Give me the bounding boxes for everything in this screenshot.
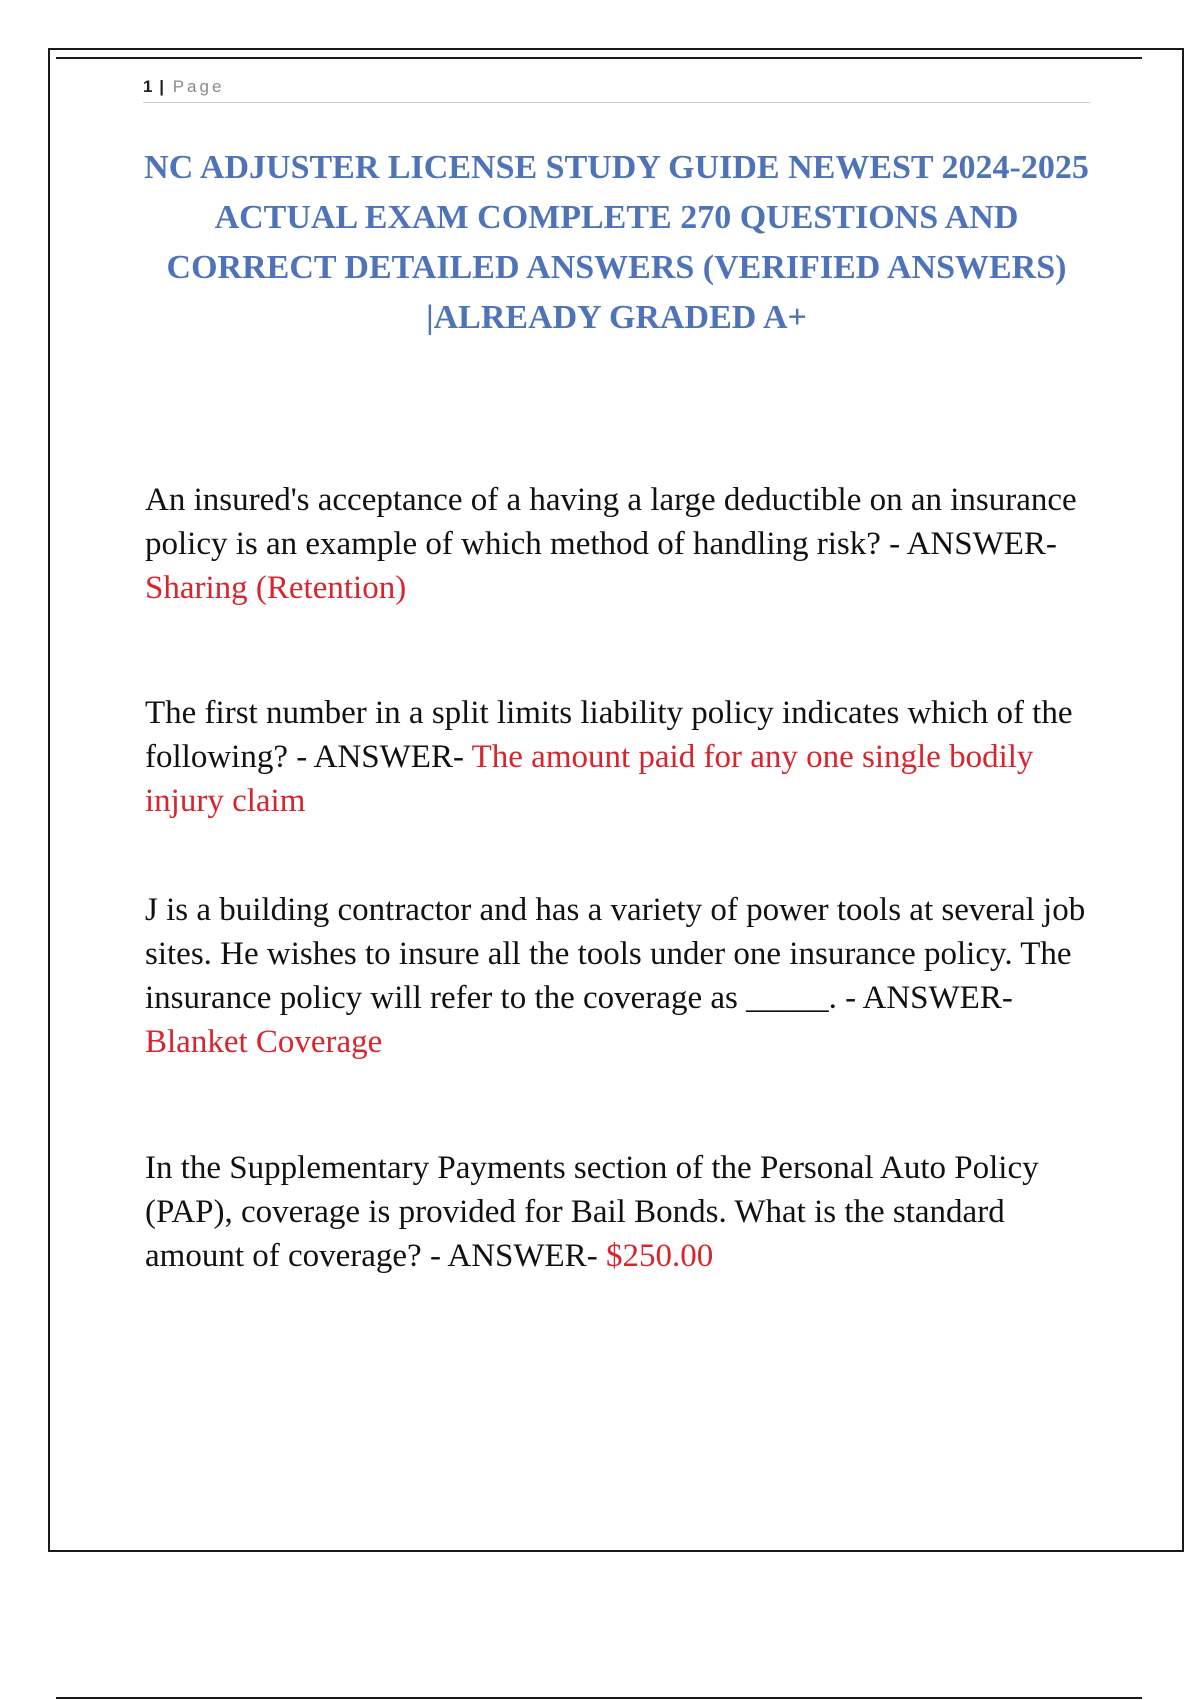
question-text: The first number in a split limits liability policy indicates which of the following? - ANSWER- <box>145 695 1073 775</box>
qa-item <box>145 888 1095 1064</box>
question-text: J is a building contractor and has a variety of power tools at several job sites. He wishes to insure all the tools under one insurance policy. The insurance policy will refer to the coverage as _____. - ANSWER- <box>145 892 1086 1016</box>
page-separator: | <box>159 77 164 96</box>
bottom-rule <box>56 1697 1142 1699</box>
page-number: 1 <box>143 77 153 96</box>
top-rule <box>56 57 1142 59</box>
qa-item <box>145 691 1095 823</box>
page-header <box>143 72 1090 103</box>
qa-item <box>145 1146 1095 1278</box>
question-text: An insured's acceptance of a having a large deductible on an insurance policy is an example of which method of handling risk? - ANSWER- <box>145 482 1077 562</box>
page-label: Page <box>172 77 225 96</box>
answer-text: $250.00 <box>605 1238 714 1274</box>
answer-text: Blanket Coverage <box>145 1024 383 1060</box>
question-text: In the Supplementary Payments section of the Personal Auto Policy (PAP), coverage is provided for Bail Bonds. What is the standard amount of coverage? - ANSWER- <box>145 1150 1039 1274</box>
answer-text: Sharing (Retention) <box>145 570 407 606</box>
document-title: NC ADJUSTER LICENSE STUDY GUIDE NEWEST 2024-2025 ACTUAL EXAM COMPLETE 270 QUESTIONS AND CORRECT DETAILED ANSWERS (VERIFIED ANSWERS) |ALREADY GRADED A+ <box>144 149 1089 336</box>
qa-item <box>145 478 1095 610</box>
answer-text: The amount paid for any one single bodily injury claim <box>145 739 1034 819</box>
